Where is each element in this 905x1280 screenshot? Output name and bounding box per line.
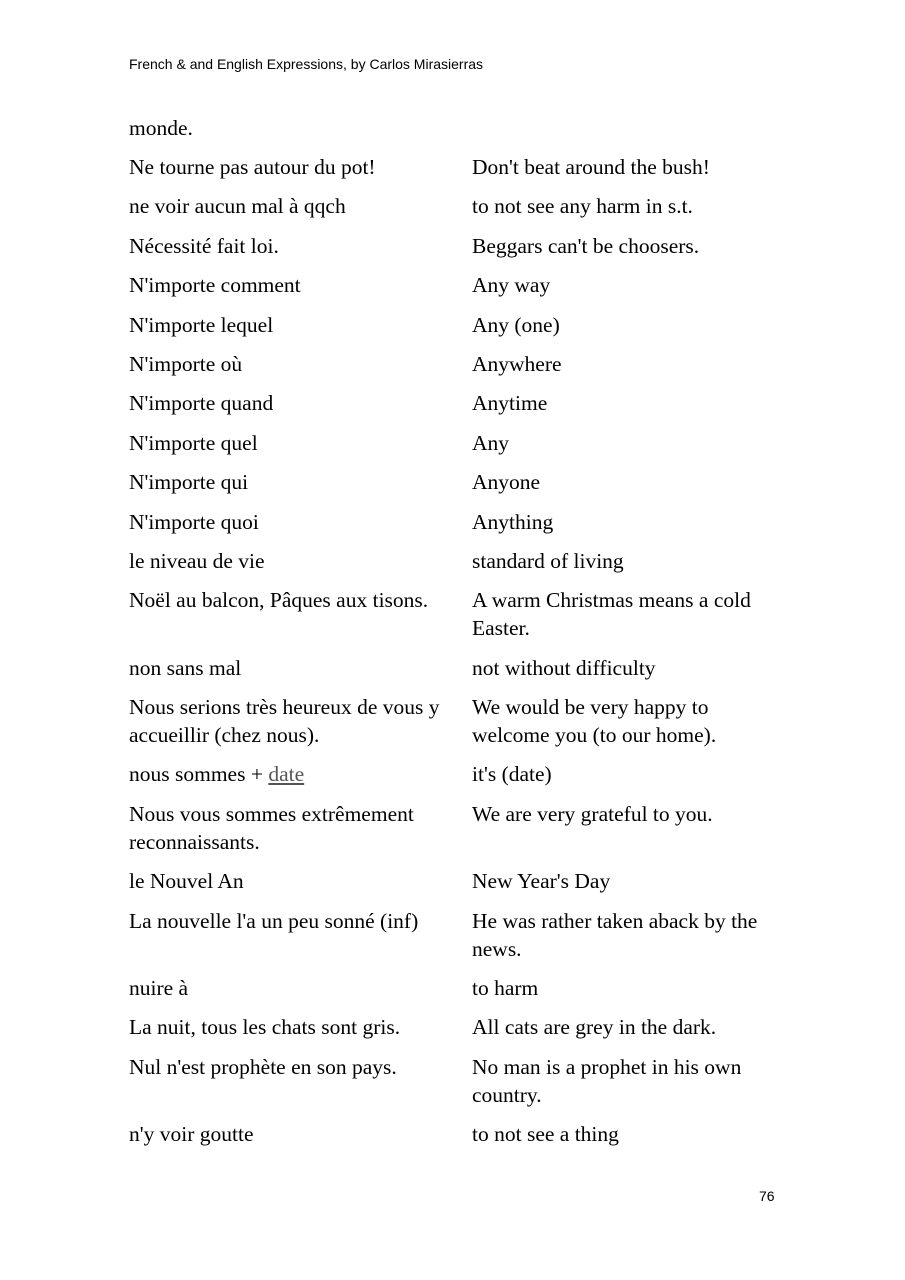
french-expression: N'importe comment (129, 273, 301, 298)
english-translation: New Year's Day (472, 869, 611, 894)
english-translation: Any way (472, 273, 551, 298)
french-expression: Nul n'est prophète en son pays. (129, 1054, 397, 1079)
french-expression: N'importe quoi (129, 509, 259, 534)
english-translation: Any (one) (472, 312, 560, 337)
english-translation: it's (date) (472, 762, 552, 787)
french-expression: n'y voir goutte (129, 1122, 254, 1147)
entry-row (129, 974, 779, 1002)
english-translation: Anywhere (472, 351, 562, 376)
continued-fragment: monde. (129, 116, 193, 140)
english-translation: to not see any harm in s.t. (472, 194, 693, 219)
french-expression: Ne tourne pas autour du pot! (129, 155, 376, 179)
entry-row (129, 867, 779, 895)
entry-row (129, 586, 779, 642)
french-expression: non sans mal (129, 655, 242, 680)
entry-row (129, 192, 779, 220)
entry-row (129, 468, 779, 496)
entry-row (129, 907, 779, 963)
english-translation: He was rather taken aback by the news. (472, 908, 758, 961)
french-expression: N'importe lequel (129, 312, 274, 337)
entry-row (129, 350, 779, 378)
entry-row (129, 1013, 779, 1041)
french-expression: Nous serions très heureux de vous y accueillir (chez nous). (129, 695, 440, 748)
english-translation: Anytime (472, 391, 548, 416)
entry-row (129, 800, 779, 856)
entry-row (129, 760, 779, 788)
entry-row (129, 153, 779, 181)
english-translation: to harm (472, 976, 539, 1001)
french-expression: Nous vous sommes extrêmement reconnaissants. (129, 801, 414, 854)
entry-row (129, 429, 779, 457)
english-translation: No man is a prophet in his own country. (472, 1054, 742, 1107)
english-translation: Anyone (472, 470, 541, 495)
english-translation: Beggars can't be choosers. (472, 233, 700, 258)
french-expression (129, 760, 472, 788)
entry-row (129, 693, 779, 749)
french-expression: N'importe où (129, 351, 243, 376)
english-translation: Any (472, 430, 510, 455)
french-expression: Noël au balcon, Pâques aux tisons. (129, 588, 429, 613)
french-expression: La nouvelle l'a un peu sonné (inf) (129, 908, 419, 933)
entry-row (129, 508, 779, 536)
date-link[interactable]: date (268, 762, 305, 787)
english-translation: standard of living (472, 548, 624, 573)
running-header: French & and English Expressions, by Carlos Mirasierras (129, 56, 484, 72)
entry-row (129, 311, 779, 339)
french-expression: nuire à (129, 976, 189, 1001)
entry-row (129, 1120, 779, 1148)
page-number: 76 (759, 1188, 775, 1204)
entry-row (129, 232, 779, 260)
entry-row (129, 654, 779, 682)
french-expression: La nuit, tous les chats sont gris. (129, 1015, 401, 1040)
french-expression: ne voir aucun mal à qqch (129, 194, 346, 219)
french-expression: N'importe qui (129, 470, 249, 495)
english-translation: We are very grateful to you. (472, 801, 713, 826)
entry-row (129, 271, 779, 299)
english-translation: We would be very happy to welcome you (to our home). (472, 695, 717, 748)
english-translation: A warm Christmas means a cold Easter. (472, 588, 751, 641)
english-translation: not without difficulty (472, 655, 656, 680)
entry-row (129, 389, 779, 417)
french-expression: Nécessité fait loi. (129, 233, 279, 258)
french-expression: N'importe quand (129, 391, 274, 416)
english-translation: Don't beat around the bush! (472, 155, 710, 179)
french-expression: le Nouvel An (129, 869, 244, 894)
entry-row (129, 547, 779, 575)
entry-row (129, 1053, 779, 1109)
french-expression-prefix: nous sommes + (129, 762, 269, 787)
english-translation: to not see a thing (472, 1122, 619, 1147)
english-translation: All cats are grey in the dark. (472, 1015, 717, 1040)
expressions-list (129, 114, 779, 1160)
french-expression: le niveau de vie (129, 548, 265, 573)
english-translation: Anything (472, 509, 554, 534)
french-expression: N'importe quel (129, 430, 258, 455)
